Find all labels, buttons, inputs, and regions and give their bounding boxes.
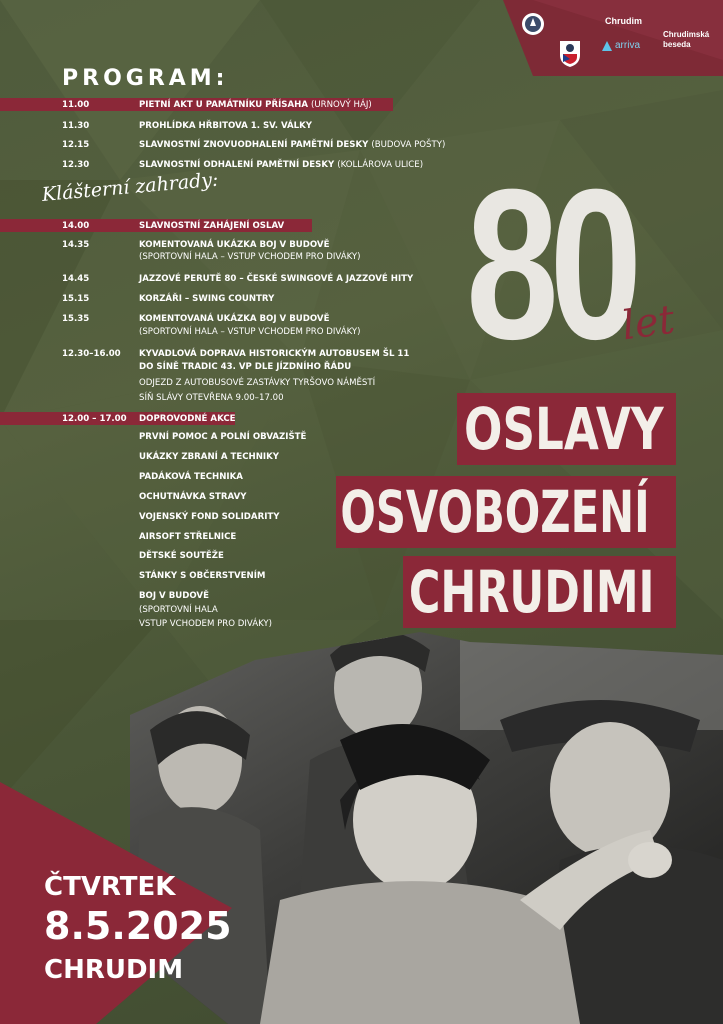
title-line-2: OSVOBOZENÍ	[336, 476, 676, 548]
row-time: 12.30–16.00	[62, 349, 121, 359]
title-line-1: OSLAVY	[457, 393, 676, 465]
chrudim-logo: Chrudim	[605, 16, 642, 26]
row-time: 12.30	[62, 160, 90, 170]
row-time: 15.15	[62, 294, 90, 304]
row-text: KORZÁŘI – SWING COUNTRY	[139, 294, 275, 304]
row-time: 14.35	[62, 240, 90, 250]
row-text: KOMENTOVANÁ UKÁZKA BOJ V BUDOVĚ	[139, 314, 330, 324]
row-note: (SPORTOVNÍ HALA – VSTUP VCHODEM PRO DIVÁKY)	[139, 327, 361, 337]
activity-item: VOJENSKÝ FOND SOLIDARITY	[139, 512, 280, 522]
row-time: 15.35	[62, 314, 90, 324]
event-place: CHRUDIM	[44, 955, 184, 985]
row-time: 14.00	[62, 221, 90, 231]
anniversary-let: let	[619, 296, 678, 350]
row-time: 11.30	[62, 121, 90, 131]
title-line-3: CHRUDIMI	[403, 556, 676, 628]
row-time: 12.15	[62, 140, 90, 150]
row-text: PROHLÍDKA HŘBITOVA 1. SV. VÁLKY	[139, 121, 313, 131]
beseda-logo-line1: Chrudimská	[663, 30, 710, 39]
row-text: KYVADLOVÁ DOPRAVA HISTORICKÝM AUTOBUSEM ŠL 11	[139, 349, 410, 359]
row-time: 12.00 – 17.00	[62, 414, 127, 424]
beseda-logo-line2: beseda	[663, 40, 691, 49]
row-note: (SPORTOVNÍ HALA – VSTUP VCHODEM PRO DIVÁKY)	[139, 252, 361, 262]
row-time: 14.45	[62, 274, 90, 284]
row-text: KOMENTOVANÁ UKÁZKA BOJ V BUDOVĚ	[139, 240, 330, 250]
row-text: SLAVNOSTNÍ ODHALENÍ PAMĚTNÍ DESKY (KOLLÁROVA ULICE)	[139, 160, 424, 170]
row-time: 11.00	[62, 100, 90, 110]
activity-item: OCHUTNÁVKA STRAVY	[139, 492, 247, 502]
arriva-logo: arriva	[615, 40, 641, 51]
activity-item: PADÁKOVÁ TECHNIKA	[139, 472, 243, 482]
garden-heading: Klášterní zahrady:	[41, 168, 220, 206]
activity-item: UKÁZKY ZBRANÍ A TECHNIKY	[139, 452, 279, 462]
activity-note: VSTUP VCHODEM PRO DIVÁKY)	[139, 619, 273, 629]
row-note: ODJEZD Z AUTOBUSOVÉ ZASTÁVKY TYRŠOVO NÁMĚSTÍ	[139, 378, 376, 388]
row-text: SLAVNOSTNÍ ZNOVUODHALENÍ PAMĚTNÍ DESKY (BUDOVA POŠTY)	[139, 140, 446, 150]
activity-item: STÁNKY S OBČERSTVENÍM	[139, 571, 266, 581]
row-text: PIETNÍ AKT U PAMÁTNÍKU PŘÍSAHA (URNOVÝ HÁJ)	[139, 100, 372, 110]
row-text: JAZZOVÉ PERUTĚ 80 – ČESKÉ SWINGOVÉ A JAZZOVÉ HITY	[139, 274, 414, 284]
row-note: SÍŇ SLÁVY OTEVŘENA 9.00–17.00	[139, 393, 284, 403]
row-text-continued: DO SÍNĚ TRADIC 43. VP DLE JÍZDNÍHO ŘÁDU	[139, 362, 352, 372]
activity-note: (SPORTOVNÍ HALA	[139, 605, 218, 615]
anniversary-number: 80	[466, 145, 633, 384]
activity-item: AIRSOFT STŘELNICE	[139, 532, 237, 542]
activity-item: BOJ V BUDOVĚ	[139, 591, 209, 601]
program-heading: PROGRAM:	[62, 66, 229, 91]
event-date: 8.5.2025	[44, 904, 232, 948]
activity-item: DĚTSKÉ SOUTĚŽE	[139, 551, 224, 561]
row-text: SLAVNOSTNÍ ZAHÁJENÍ OSLAV	[139, 221, 285, 231]
activity-item: PRVNÍ POMOC A POLNÍ OBVAZIŠTĚ	[139, 432, 307, 442]
event-day: ČTVRTEK	[44, 872, 176, 902]
row-text: DOPROVODNÉ AKCE	[139, 414, 236, 424]
